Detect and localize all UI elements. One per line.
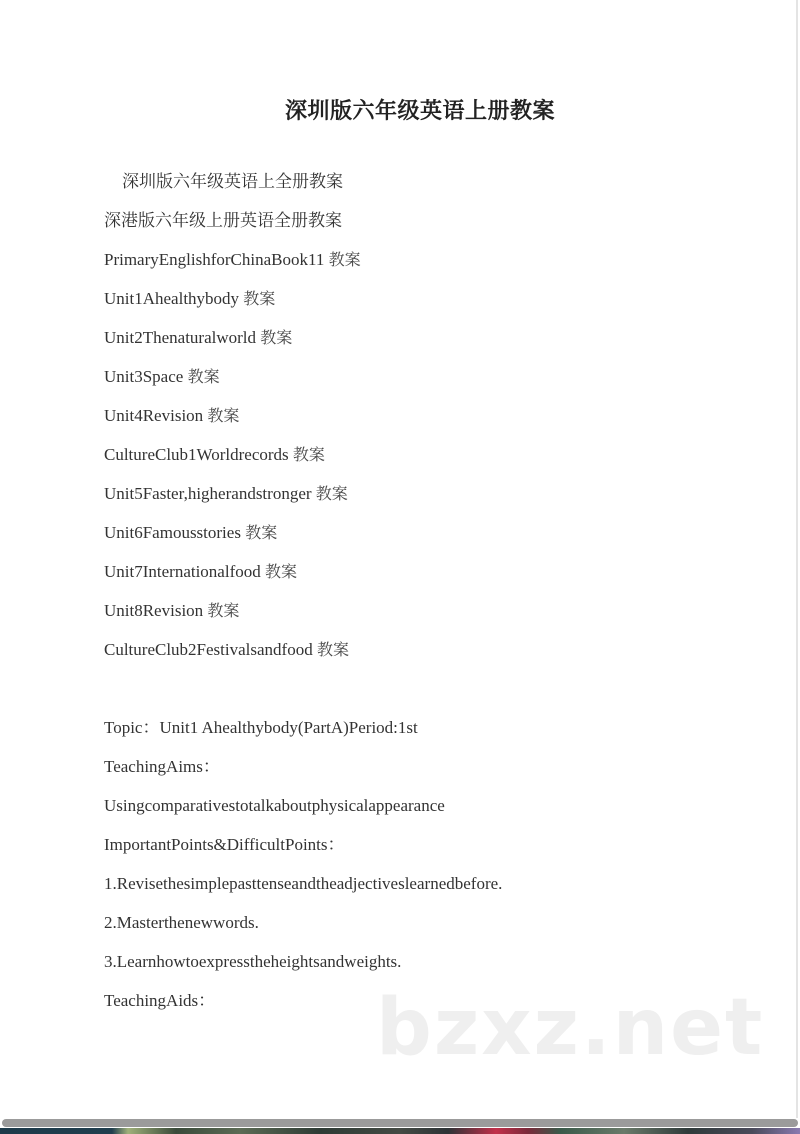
toc-text: Unit6Famousstories (104, 523, 246, 542)
toc-suffix: 教案 (315, 484, 348, 503)
toc-text: 深圳版六年级英语上全册教案 (122, 172, 343, 191)
page-edge-divider (796, 0, 798, 1118)
toc-text: PrimaryEnglishforChinaBook11 (104, 250, 329, 269)
toc-suffix: 教案 (207, 601, 240, 620)
toc-suffix: 教案 (328, 250, 361, 269)
toc-text: 深港版六年级上册英语全册教案 (104, 211, 342, 230)
toc-suffix: 教案 (316, 640, 349, 659)
toc-text: Unit1Ahealthybody (104, 289, 244, 308)
toc-text: Unit4Revision (104, 406, 208, 425)
toc-line (104, 444, 325, 466)
toc-line (122, 171, 343, 193)
toc-suffix: 教案 (187, 367, 220, 386)
scrollbar-thumb[interactable] (2, 1119, 798, 1127)
toc-line (104, 405, 239, 427)
toc-line (104, 561, 297, 583)
teaching-aids-heading: TeachingAids： (104, 991, 216, 1010)
toc-suffix: 教案 (243, 289, 276, 308)
toc-suffix: 教案 (292, 445, 325, 464)
toc-text: Unit5Faster,higherandstronger (104, 484, 316, 503)
next-page-image-strip (0, 1128, 800, 1134)
toc-line (104, 639, 349, 661)
toc-suffix: 教案 (207, 406, 240, 425)
toc-line (104, 327, 292, 349)
document-title: 深圳版六年级英语上册教案 (284, 99, 555, 124)
toc-line (104, 288, 275, 310)
toc-line (104, 522, 277, 544)
toc-text: Unit8Revision (104, 601, 208, 620)
toc-line (104, 600, 239, 622)
toc-suffix: 教案 (260, 328, 293, 347)
toc-text: CultureClub2Festivalsandfood (104, 640, 317, 659)
toc-text: CultureClub1Worldrecords (104, 445, 293, 464)
toc-line (104, 483, 348, 505)
toc-suffix: 教案 (245, 523, 278, 542)
teaching-aims-heading: TeachingAims： (104, 757, 220, 776)
important-point-item: 1.Revisethesimplepasttenseandtheadjectiveslearnedbefore. (104, 874, 503, 893)
important-point-item: 2.Masterthenewwords. (104, 913, 259, 932)
toc-line (104, 249, 361, 271)
toc-suffix: 教案 (265, 562, 298, 581)
toc-line (104, 366, 220, 388)
horizontal-scrollbar[interactable] (0, 1118, 800, 1128)
important-point-item: 3.Learnhowtoexpresstheheightsandweights. (104, 952, 402, 971)
teaching-aims-text: Usingcomparativestotalkaboutphysicalappearance (104, 796, 445, 815)
watermark: bzxz.net (376, 983, 765, 1073)
important-points-heading: ImportantPoints&DifficultPoints： (104, 835, 345, 854)
toc-text: Unit2Thenaturalworld (104, 328, 261, 347)
toc-line (104, 210, 342, 232)
toc-text: Unit7Internationalfood (104, 562, 265, 581)
lesson-topic: Topic：Unit1 Ahealthybody(PartA)Period:1st (104, 718, 418, 737)
toc-text: Unit3Space (104, 367, 188, 386)
